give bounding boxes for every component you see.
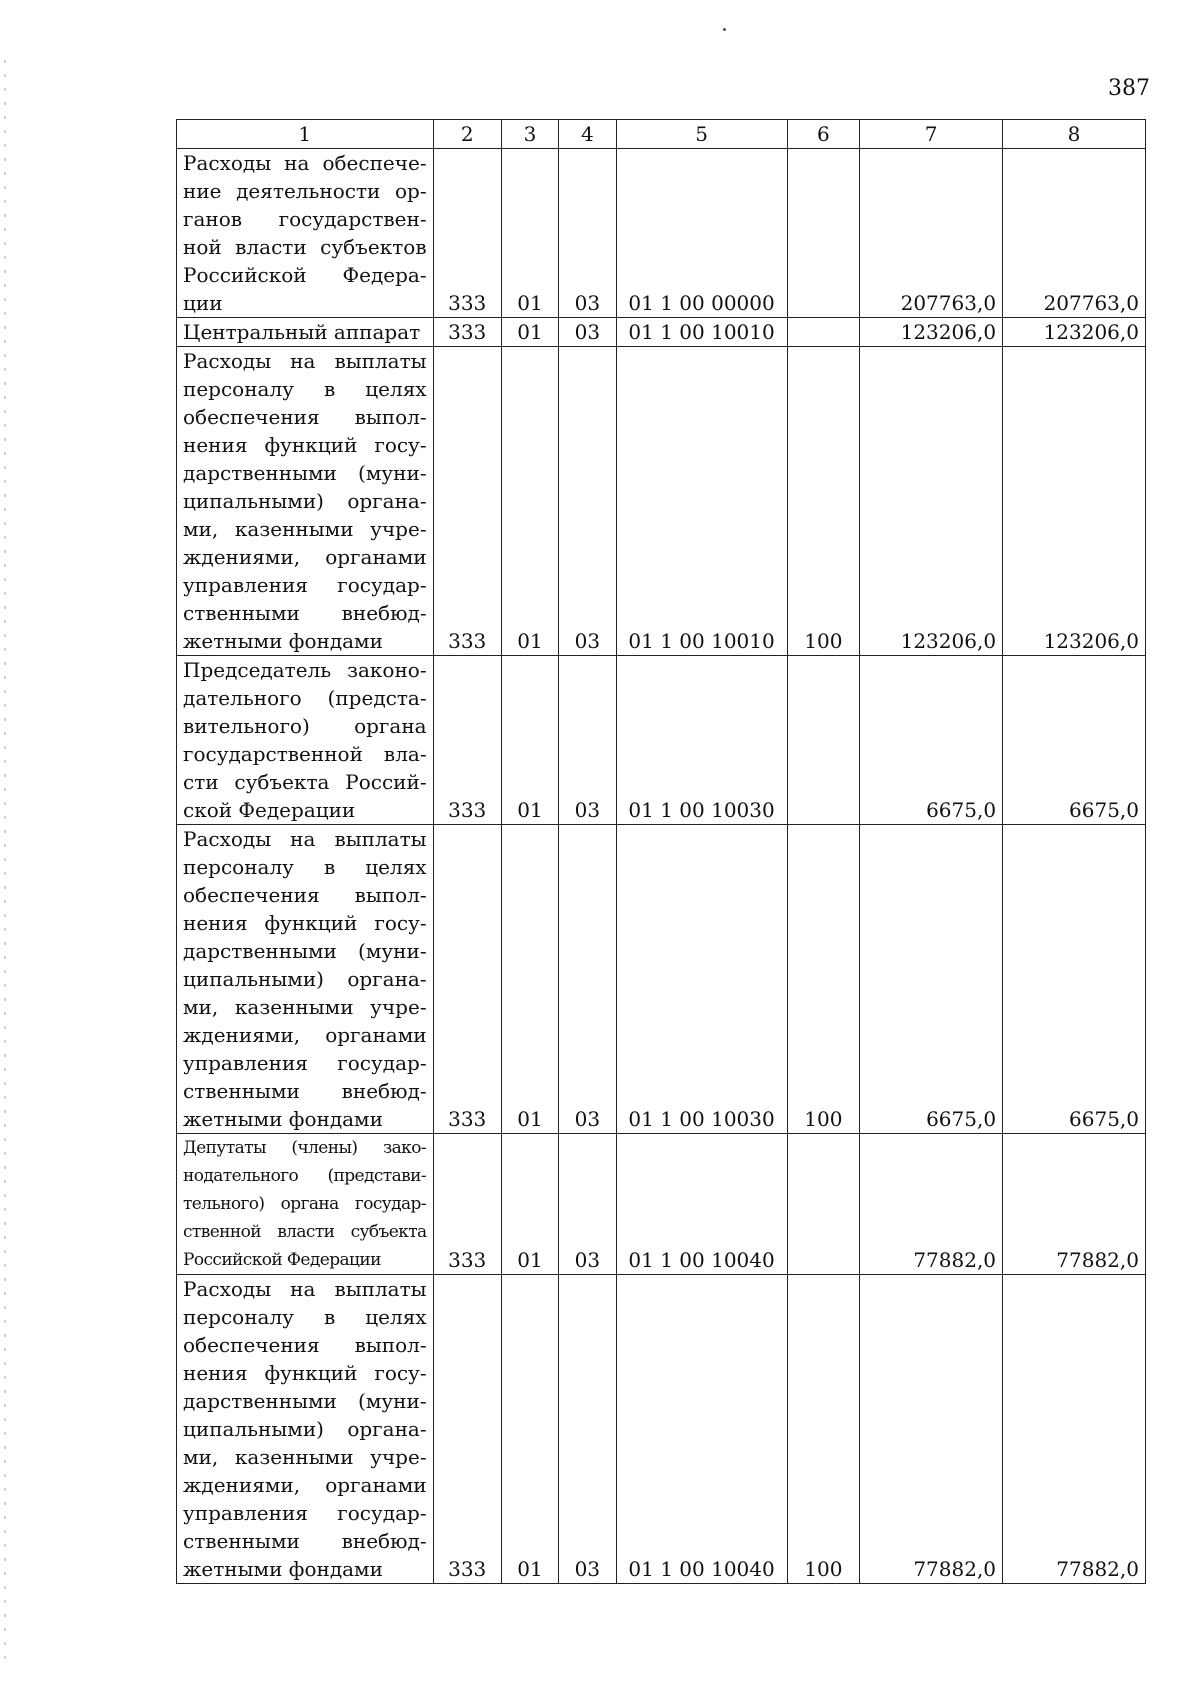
- row-col-3: 01: [501, 656, 558, 825]
- row-col-4: 03: [559, 1275, 616, 1584]
- row-col-4: 03: [559, 825, 616, 1134]
- page-number: 387: [1108, 76, 1150, 101]
- row-col-6: [787, 656, 860, 825]
- row-col-5: 01 1 00 10030: [616, 825, 787, 1134]
- row-description: Расходы на обеспечение деятельности органов государственной власти субъектов Российской Федерации: [177, 149, 434, 318]
- table-row: [177, 1275, 1146, 1584]
- row-col-8: 77882,0: [1003, 1134, 1146, 1275]
- row-col-4: 03: [559, 656, 616, 825]
- row-description: Председатель законодательного (представительного) органа государственной власти субъекта Российской Федерации: [177, 656, 434, 825]
- row-col-2: 333: [433, 318, 501, 347]
- header-col-2: 2: [433, 120, 501, 149]
- table-row: [177, 318, 1146, 347]
- row-col-8: 77882,0: [1003, 1275, 1146, 1584]
- row-col-4: 03: [559, 1134, 616, 1275]
- row-col-5: 01 1 00 10030: [616, 656, 787, 825]
- row-col-5: 01 1 00 00000: [616, 149, 787, 318]
- header-col-8: 8: [1003, 120, 1146, 149]
- row-col-6: [787, 1134, 860, 1275]
- row-col-4: 03: [559, 318, 616, 347]
- row-col-5: 01 1 00 10040: [616, 1134, 787, 1275]
- row-col-3: 01: [501, 1134, 558, 1275]
- row-description: Депутаты (члены) законодательного (представительного) органа государственной власти субъекта Российской Федерации: [177, 1134, 434, 1275]
- row-col-3: 01: [501, 1275, 558, 1584]
- row-col-2: 333: [433, 825, 501, 1134]
- row-col-3: 01: [501, 825, 558, 1134]
- budget-table: [176, 119, 1146, 1584]
- table-row: [177, 1134, 1146, 1275]
- row-description: Центральный аппарат: [177, 318, 434, 347]
- row-col-8: 207763,0: [1003, 149, 1146, 318]
- header-col-1: 1: [177, 120, 434, 149]
- row-col-7: 77882,0: [860, 1275, 1003, 1584]
- table-row: [177, 825, 1146, 1134]
- table-row: [177, 149, 1146, 318]
- row-col-2: 333: [433, 1275, 501, 1584]
- row-col-8: 6675,0: [1003, 656, 1146, 825]
- row-col-5: 01 1 00 10010: [616, 347, 787, 656]
- row-col-7: 6675,0: [860, 825, 1003, 1134]
- header-col-4: 4: [559, 120, 616, 149]
- row-col-5: 01 1 00 10010: [616, 318, 787, 347]
- scan-margin-marks: [4, 60, 6, 1660]
- row-description: Расходы на выплаты персоналу в целях обеспечения выполнения функций государственными (муниципальными) органами, казенными учреждениями, органами управления государственными внебюджетными фондами: [177, 347, 434, 656]
- row-col-2: 333: [433, 656, 501, 825]
- row-col-7: 6675,0: [860, 656, 1003, 825]
- row-col-7: 123206,0: [860, 347, 1003, 656]
- row-col-6: 100: [787, 1275, 860, 1584]
- row-col-7: 123206,0: [860, 318, 1003, 347]
- row-col-4: 03: [559, 347, 616, 656]
- row-description: Расходы на выплаты персоналу в целях обеспечения выполнения функций государственными (муниципальными) органами, казенными учреждениями, органами управления государственными внебюджетными фондами: [177, 1275, 434, 1584]
- row-col-8: 123206,0: [1003, 347, 1146, 656]
- row-col-7: 207763,0: [860, 149, 1003, 318]
- row-col-3: 01: [501, 149, 558, 318]
- row-col-4: 03: [559, 149, 616, 318]
- header-col-5: 5: [616, 120, 787, 149]
- row-col-2: 333: [433, 347, 501, 656]
- row-col-5: 01 1 00 10040: [616, 1275, 787, 1584]
- row-col-7: 77882,0: [860, 1134, 1003, 1275]
- row-col-3: 01: [501, 347, 558, 656]
- row-col-6: [787, 149, 860, 318]
- row-description: Расходы на выплаты персоналу в целях обеспечения выполнения функций государственными (муниципальными) органами, казенными учреждениями, органами управления государственными внебюджетными фондами: [177, 825, 434, 1134]
- row-col-6: [787, 318, 860, 347]
- row-col-6: 100: [787, 347, 860, 656]
- row-col-2: 333: [433, 1134, 501, 1275]
- scan-dust-dot: [723, 28, 726, 31]
- table-row: [177, 347, 1146, 656]
- row-col-8: 6675,0: [1003, 825, 1146, 1134]
- header-row: [177, 120, 1146, 149]
- header-col-6: 6: [787, 120, 860, 149]
- row-col-6: 100: [787, 825, 860, 1134]
- table-row: [177, 656, 1146, 825]
- row-col-3: 01: [501, 318, 558, 347]
- row-col-8: 123206,0: [1003, 318, 1146, 347]
- header-col-7: 7: [860, 120, 1003, 149]
- header-col-3: 3: [501, 120, 558, 149]
- row-col-2: 333: [433, 149, 501, 318]
